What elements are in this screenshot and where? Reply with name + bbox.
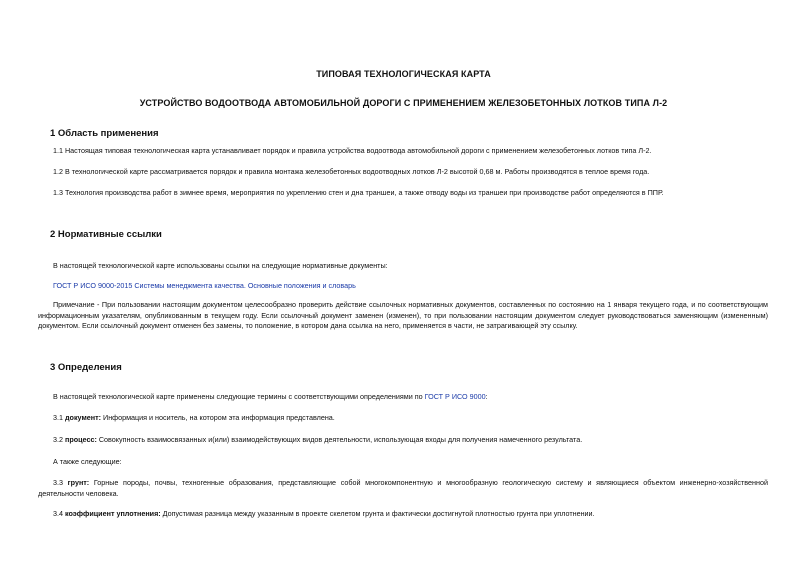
normative-reference-link[interactable]: ГОСТ Р ИСО 9000-2015 Системы менеджмента качества. Основные положения и словарь [53, 281, 356, 290]
definition-number: 3.3 [53, 478, 68, 487]
definition-text: Совокупность взаимосвязанных и(или) взаимодействующих видов деятельности, использующая входы для получения намеченного результата. [96, 435, 583, 444]
gost-link[interactable]: ГОСТ Р ИСО 9000 [424, 392, 486, 401]
definition-3-3 [38, 478, 768, 499]
section-2-heading: 2 Нормативные ссылки [50, 229, 162, 240]
definition-text: Горные породы, почвы, техногенные образования, представляющие собой многокомпонентную и многообразную геологическую систему и являющиеся объектом инженерно-хозяйственной деятельности человека. [38, 478, 768, 498]
section-3-heading: 3 Определения [50, 362, 122, 373]
definition-3-4 [38, 509, 768, 520]
definition-number: 3.2 [53, 435, 65, 444]
definition-text: Информация и носитель, на котором эта информация представлена. [101, 413, 335, 422]
paragraph-also: А также следующие: [53, 457, 122, 466]
section-1-heading: 1 Область применения [50, 128, 159, 139]
definition-3-1 [38, 413, 768, 424]
definition-3-2 [38, 435, 768, 446]
paragraph-1-1: 1.1 Настоящая типовая технологическая карта устанавливает порядок и правила устройства водоотвода автомобильной дороги с применением железобетонных лотков типа Л-2. [53, 146, 652, 155]
definition-term: документ: [65, 413, 102, 422]
definition-term: процесс: [65, 435, 97, 444]
definition-number: 3.1 [53, 413, 65, 422]
definition-term: грунт: [67, 478, 90, 487]
paragraph-2-note: Примечание - При пользовании настоящим документом целесообразно проверить действие ссылочных нормативных документов, составленных по состоянию на 1 января текущего года, и по соответствующим информационным указателям, опубликованным в текущем году. Если ссылочный документ заменен (изменен), то при пользовании настоящим документом следует руководствоваться заменяющим (измененным) документом. Если ссылочный документ отменен без замены, то положение, в котором дана ссылка на него, применяется в части, не затрагивающей эту ссылку. [38, 300, 768, 330]
definition-text: Допустимая разница между указанным в проекте скелетом грунта и фактически достигнутой плотностью грунта при уплотнении. [160, 509, 595, 518]
definition-term: коэффициент уплотнения: [65, 509, 161, 518]
definition-number: 3.4 [53, 509, 65, 518]
paragraph-2-intro: В настоящей технологической карте использованы ссылки на следующие нормативные документы: [53, 261, 388, 270]
paragraph-3-intro [38, 392, 768, 403]
paragraph-1-3: 1.3 Технология производства работ в зимнее время, мероприятия по укреплению стен и дна траншеи, а также отводу воды из траншеи при производстве работ определяются в ППР. [53, 188, 664, 197]
intro-colon: : [485, 392, 488, 401]
document-subtitle: УСТРОЙСТВО ВОДООТВОДА АВТОМОБИЛЬНОЙ ДОРОГИ С ПРИМЕНЕНИЕМ ЖЕЛЕЗОБЕТОННЫХ ЛОТКОВ ТИПА Л-2 [139, 98, 668, 108]
intro-text: В настоящей технологической карте применены следующие термины с соответствующими определениями по [53, 392, 425, 401]
paragraph-1-2: 1.2 В технологической карте рассматривается порядок и правила монтажа железобетонных водоотводных лотков Л-2 высотой 0,68 м. Работы производятся в теплое время года. [53, 167, 650, 176]
document-title: ТИПОВАЯ ТЕХНОЛОГИЧЕСКАЯ КАРТА [316, 69, 491, 79]
